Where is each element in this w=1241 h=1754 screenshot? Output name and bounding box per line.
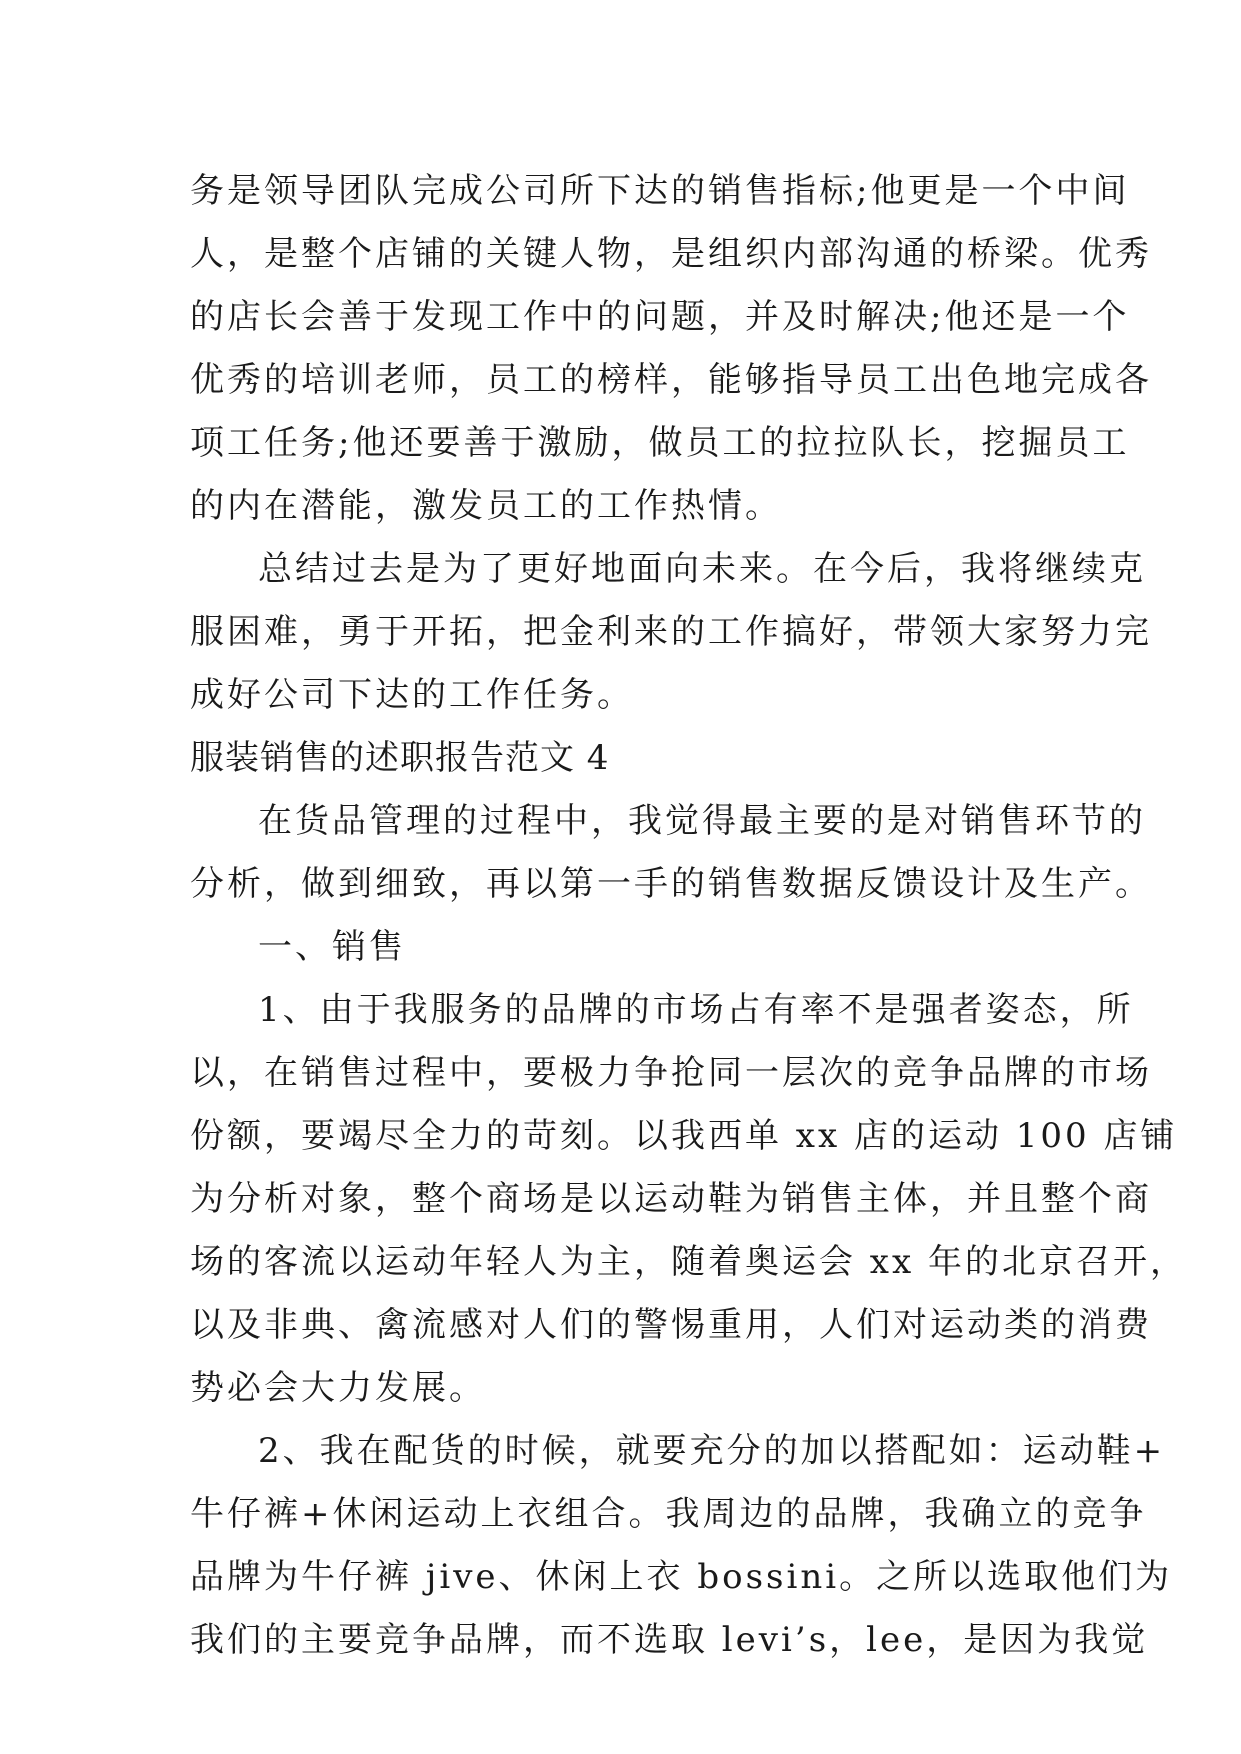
text-line: 优秀的培训老师，员工的榜样，能够指导员工出色地完成各 — [190, 360, 1152, 400]
text-line: 在货品管理的过程中，我觉得最主要的是对销售环节的 — [258, 801, 1146, 841]
text-line: 服困难，勇于开拓，把金利来的工作搞好，带领大家努力完 — [190, 612, 1152, 652]
text-line: 项工任务;他还要善于激励，做员工的拉拉队长，挖掘员工 — [190, 423, 1130, 463]
text-line: 份额，要竭尽全力的苛刻。以我西单 xx 店的运动 100 店铺 — [190, 1116, 1178, 1156]
text-line: 的店长会善于发现工作中的问题，并及时解决;他还是一个 — [190, 297, 1130, 337]
text-line: 以及非典、禽流感对人们的警惕重用，人们对运动类的消费 — [190, 1305, 1152, 1345]
text-line: 分析，做到细致，再以第一手的销售数据反馈设计及生产。 — [190, 864, 1152, 904]
paragraph — [190, 1420, 1173, 1672]
text-line: 场的客流以运动年轻人为主，随着奥运会 xx 年的北京召开， — [190, 1242, 1187, 1282]
section-heading — [190, 727, 1070, 790]
text-line: 成好公司下达的工作任务。 — [190, 675, 634, 715]
document-body — [190, 160, 1187, 1672]
paragraph — [190, 160, 1152, 538]
heading-text: 服装销售的述职报告范文 4 — [190, 738, 610, 778]
subheading — [190, 916, 1070, 979]
text-line: 牛仔裤+休闲运动上衣组合。我周边的品牌，我确立的竞争 — [190, 1494, 1147, 1534]
text-line: 为分析对象，整个商场是以运动鞋为销售主体，并且整个商 — [190, 1179, 1152, 1219]
paragraph — [190, 790, 1152, 916]
text-line: 人，是整个店铺的关键人物，是组织内部沟通的桥梁。优秀 — [190, 234, 1152, 274]
text-line: 总结过去是为了更好地面向未来。在今后，我将继续克 — [258, 549, 1146, 589]
paragraph — [190, 979, 1187, 1420]
paragraph — [190, 538, 1152, 727]
text-line: 我们的主要竞争品牌，而不选取 levi’s，lee，是因为我觉 — [190, 1620, 1149, 1660]
text-line: 的内在潜能，激发员工的工作热情。 — [190, 486, 782, 526]
text-line: 品牌为牛仔裤 jive、休闲上衣 bossini。之所以选取他们为 — [190, 1557, 1173, 1597]
text-line: 1、由于我服务的品牌的市场占有率不是强者姿态，所 — [258, 990, 1134, 1030]
text-line: 2、我在配货的时候，就要充分的加以搭配如：运动鞋+ — [258, 1431, 1166, 1471]
text-line: 一、销售 — [258, 927, 406, 967]
text-line: 以，在销售过程中，要极力争抢同一层次的竞争品牌的市场 — [190, 1053, 1152, 1093]
text-line: 势必会大力发展。 — [190, 1368, 486, 1408]
text-line: 务是领导团队完成公司所下达的销售指标;他更是一个中间 — [190, 171, 1130, 211]
